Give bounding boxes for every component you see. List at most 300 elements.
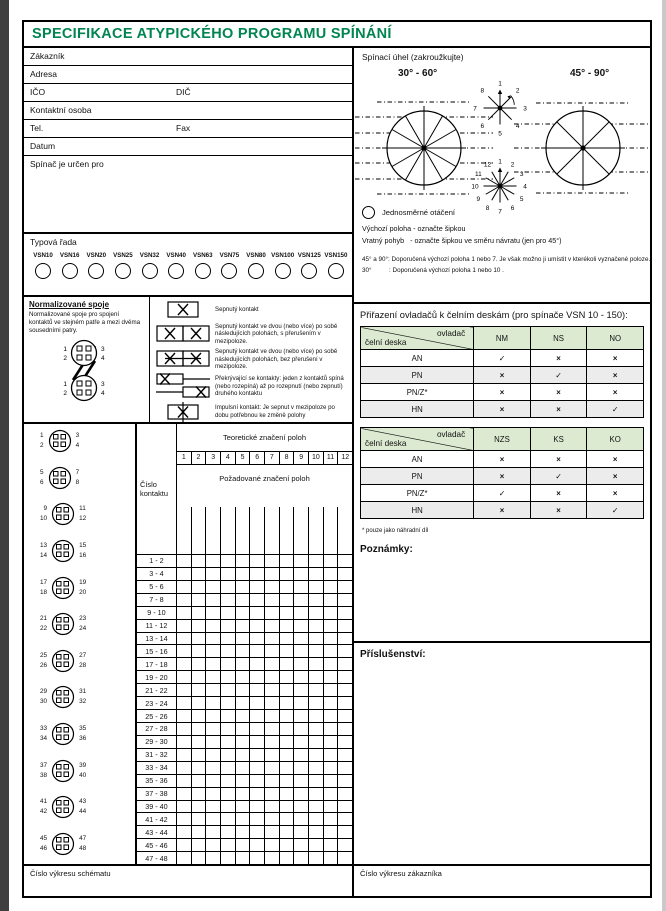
grid-cell[interactable] xyxy=(338,813,352,825)
grid-cell[interactable] xyxy=(324,581,339,593)
grid-cell[interactable] xyxy=(221,620,236,632)
drawing-number-customer-field[interactable] xyxy=(354,866,650,896)
grid-cell[interactable] xyxy=(221,710,236,722)
grid-cell[interactable] xyxy=(265,788,280,800)
grid-cell[interactable] xyxy=(309,839,324,851)
field-ico-dic[interactable] xyxy=(24,84,352,102)
grid-cell[interactable] xyxy=(280,788,295,800)
grid-cell[interactable] xyxy=(206,775,221,787)
grid-cell[interactable] xyxy=(265,568,280,580)
grid-cell[interactable] xyxy=(324,826,339,838)
grid-cell[interactable] xyxy=(338,710,352,722)
grid-cell[interactable] xyxy=(192,607,207,619)
grid-cell[interactable] xyxy=(338,826,352,838)
grid-cell[interactable] xyxy=(221,775,236,787)
grid-cell[interactable] xyxy=(177,684,192,696)
grid-cell[interactable] xyxy=(309,852,324,864)
grid-cell[interactable] xyxy=(221,723,236,735)
grid-cell[interactable] xyxy=(236,775,251,787)
grid-cell[interactable] xyxy=(280,555,295,567)
grid-cell[interactable] xyxy=(294,658,309,670)
grid-cell[interactable] xyxy=(294,826,309,838)
grid-cell[interactable] xyxy=(192,581,207,593)
grid-cell[interactable] xyxy=(206,839,221,851)
grid-cell[interactable] xyxy=(177,762,192,774)
grid-cell[interactable] xyxy=(236,645,251,657)
grid-cell[interactable] xyxy=(177,581,192,593)
grid-cell[interactable] xyxy=(338,749,352,761)
grid-cell[interactable] xyxy=(221,736,236,748)
grid-cell[interactable] xyxy=(309,710,324,722)
grid-cell[interactable] xyxy=(280,710,295,722)
type-circle[interactable] xyxy=(115,263,131,279)
type-circle[interactable] xyxy=(62,263,78,279)
grid-cell[interactable] xyxy=(265,594,280,606)
grid-cell[interactable] xyxy=(221,852,236,864)
grid-cell[interactable] xyxy=(192,736,207,748)
grid-cell[interactable] xyxy=(294,749,309,761)
grid-cell[interactable] xyxy=(324,568,339,580)
field-datum[interactable] xyxy=(24,138,352,156)
grid-blank-columns[interactable] xyxy=(177,507,352,554)
grid-cell[interactable] xyxy=(324,736,339,748)
grid-cell[interactable] xyxy=(280,813,295,825)
type-circle[interactable] xyxy=(195,263,211,279)
grid-cell[interactable] xyxy=(236,826,251,838)
grid-cell[interactable] xyxy=(265,697,280,709)
grid-cell[interactable] xyxy=(177,813,192,825)
grid-cell[interactable] xyxy=(177,620,192,632)
grid-cell[interactable] xyxy=(324,775,339,787)
grid-cell[interactable] xyxy=(265,607,280,619)
grid-cell[interactable] xyxy=(324,555,339,567)
grid-cell[interactable] xyxy=(236,852,251,864)
grid-cell[interactable] xyxy=(221,826,236,838)
type-circle[interactable] xyxy=(328,263,344,279)
grid-cell[interactable] xyxy=(236,749,251,761)
grid-cell[interactable] xyxy=(338,671,352,683)
grid-cell[interactable] xyxy=(192,762,207,774)
grid-cell[interactable] xyxy=(294,645,309,657)
grid-cell[interactable] xyxy=(265,775,280,787)
grid-cell[interactable] xyxy=(338,555,352,567)
grid-cell[interactable] xyxy=(177,749,192,761)
grid-cell[interactable] xyxy=(192,775,207,787)
grid-cell[interactable] xyxy=(338,568,352,580)
grid-blank-column[interactable] xyxy=(206,507,221,554)
grid-cell[interactable] xyxy=(177,852,192,864)
grid-cell[interactable] xyxy=(309,568,324,580)
grid-cell[interactable] xyxy=(236,839,251,851)
grid-cell[interactable] xyxy=(192,749,207,761)
grid-cell[interactable] xyxy=(309,555,324,567)
grid-cell[interactable] xyxy=(177,555,192,567)
grid-blank-column[interactable] xyxy=(177,507,192,554)
grid-cell[interactable] xyxy=(324,723,339,735)
grid-cell[interactable] xyxy=(192,684,207,696)
grid-blank-column[interactable] xyxy=(324,507,339,554)
grid-cell[interactable] xyxy=(280,801,295,813)
grid-cell[interactable] xyxy=(250,658,265,670)
unidirectional-circle-icon[interactable] xyxy=(362,206,375,219)
grid-cell[interactable] xyxy=(309,697,324,709)
grid-cell[interactable] xyxy=(265,813,280,825)
grid-cell[interactable] xyxy=(206,658,221,670)
grid-cell[interactable] xyxy=(192,594,207,606)
grid-cell[interactable] xyxy=(280,762,295,774)
type-option-vsn40[interactable] xyxy=(163,252,189,279)
grid-cell[interactable] xyxy=(265,801,280,813)
grid-cell[interactable] xyxy=(294,581,309,593)
grid-cell[interactable] xyxy=(250,594,265,606)
grid-cell[interactable] xyxy=(280,749,295,761)
grid-cell[interactable] xyxy=(250,852,265,864)
grid-cell[interactable] xyxy=(192,839,207,851)
grid-cell[interactable] xyxy=(221,555,236,567)
type-circle[interactable] xyxy=(248,263,264,279)
grid-blank-column[interactable] xyxy=(338,507,352,554)
grid-cell[interactable] xyxy=(206,684,221,696)
grid-cell[interactable] xyxy=(324,762,339,774)
grid-cell[interactable] xyxy=(324,620,339,632)
grid-cell[interactable] xyxy=(280,620,295,632)
grid-cell[interactable] xyxy=(236,620,251,632)
grid-cell[interactable] xyxy=(265,555,280,567)
type-option-vsn25[interactable] xyxy=(110,252,136,279)
grid-cell[interactable] xyxy=(338,852,352,864)
grid-cell[interactable] xyxy=(338,801,352,813)
grid-cell[interactable] xyxy=(338,658,352,670)
grid-cell[interactable] xyxy=(324,813,339,825)
drawing-number-schema-field[interactable] xyxy=(24,866,354,896)
grid-cell[interactable] xyxy=(294,633,309,645)
grid-cell[interactable] xyxy=(236,813,251,825)
grid-cell[interactable] xyxy=(177,568,192,580)
grid-cell[interactable] xyxy=(280,568,295,580)
grid-cell[interactable] xyxy=(236,671,251,683)
type-option-vsn75[interactable] xyxy=(216,252,242,279)
grid-cell[interactable] xyxy=(236,607,251,619)
type-circle[interactable] xyxy=(301,263,317,279)
grid-cell[interactable] xyxy=(221,581,236,593)
grid-cell[interactable] xyxy=(206,710,221,722)
grid-blank-column[interactable] xyxy=(280,507,295,554)
grid-cell[interactable] xyxy=(338,775,352,787)
grid-cell[interactable] xyxy=(294,568,309,580)
grid-cell[interactable] xyxy=(309,723,324,735)
grid-cell[interactable] xyxy=(309,658,324,670)
grid-cell[interactable] xyxy=(192,852,207,864)
grid-cell[interactable] xyxy=(221,568,236,580)
grid-cell[interactable] xyxy=(338,762,352,774)
grid-cell[interactable] xyxy=(250,736,265,748)
type-option-vsn16[interactable] xyxy=(57,252,83,279)
grid-cell[interactable] xyxy=(177,594,192,606)
grid-cell[interactable] xyxy=(236,697,251,709)
grid-cell[interactable] xyxy=(294,723,309,735)
grid-blank-column[interactable] xyxy=(265,507,280,554)
grid-blank-column[interactable] xyxy=(309,507,324,554)
grid-cell[interactable] xyxy=(280,645,295,657)
grid-cell[interactable] xyxy=(309,762,324,774)
grid-cell[interactable] xyxy=(236,736,251,748)
type-circle[interactable] xyxy=(88,263,104,279)
grid-cell[interactable] xyxy=(206,762,221,774)
grid-cell[interactable] xyxy=(280,852,295,864)
grid-cell[interactable] xyxy=(250,697,265,709)
grid-cell[interactable] xyxy=(294,684,309,696)
grid-cell[interactable] xyxy=(206,645,221,657)
grid-cell[interactable] xyxy=(338,620,352,632)
type-option-vsn32[interactable] xyxy=(137,252,163,279)
grid-cell[interactable] xyxy=(177,671,192,683)
grid-cell[interactable] xyxy=(338,697,352,709)
grid-cell[interactable] xyxy=(294,710,309,722)
grid-cell[interactable] xyxy=(192,658,207,670)
grid-cell[interactable] xyxy=(206,801,221,813)
grid-cell[interactable] xyxy=(221,813,236,825)
grid-cell[interactable] xyxy=(294,736,309,748)
grid-cell[interactable] xyxy=(250,801,265,813)
grid-cell[interactable] xyxy=(221,684,236,696)
grid-cell[interactable] xyxy=(294,775,309,787)
grid-cell[interactable] xyxy=(324,749,339,761)
grid-cell[interactable] xyxy=(206,852,221,864)
grid-cell[interactable] xyxy=(265,645,280,657)
grid-cell[interactable] xyxy=(265,658,280,670)
type-option-vsn150[interactable] xyxy=(323,252,349,279)
grid-cell[interactable] xyxy=(294,813,309,825)
grid-cell[interactable] xyxy=(177,697,192,709)
grid-cell[interactable] xyxy=(192,645,207,657)
grid-cell[interactable] xyxy=(177,710,192,722)
grid-cell[interactable] xyxy=(294,839,309,851)
grid-cell[interactable] xyxy=(280,633,295,645)
grid-cell[interactable] xyxy=(294,594,309,606)
grid-cell[interactable] xyxy=(265,852,280,864)
grid-cell[interactable] xyxy=(309,813,324,825)
grid-cell[interactable] xyxy=(309,594,324,606)
grid-cell[interactable] xyxy=(177,839,192,851)
grid-cell[interactable] xyxy=(324,658,339,670)
grid-cell[interactable] xyxy=(265,736,280,748)
grid-cell[interactable] xyxy=(309,645,324,657)
grid-cell[interactable] xyxy=(221,594,236,606)
grid-cell[interactable] xyxy=(324,710,339,722)
type-option-vsn100[interactable] xyxy=(270,252,296,279)
grid-cell[interactable] xyxy=(236,723,251,735)
grid-cell[interactable] xyxy=(309,749,324,761)
grid-cell[interactable] xyxy=(177,607,192,619)
grid-cell[interactable] xyxy=(177,736,192,748)
grid-cell[interactable] xyxy=(177,658,192,670)
grid-cell[interactable] xyxy=(250,762,265,774)
grid-cell[interactable] xyxy=(324,788,339,800)
grid-cell[interactable] xyxy=(206,813,221,825)
grid-cell[interactable] xyxy=(250,633,265,645)
grid-cell[interactable] xyxy=(221,607,236,619)
grid-cell[interactable] xyxy=(309,788,324,800)
field-kontaktni-osoba[interactable] xyxy=(24,102,352,120)
grid-cell[interactable] xyxy=(236,762,251,774)
grid-cell[interactable] xyxy=(206,723,221,735)
grid-cell[interactable] xyxy=(192,813,207,825)
grid-cell[interactable] xyxy=(324,684,339,696)
grid-cell[interactable] xyxy=(338,594,352,606)
grid-cell[interactable] xyxy=(338,736,352,748)
grid-cell[interactable] xyxy=(206,749,221,761)
grid-cell[interactable] xyxy=(338,723,352,735)
grid-cell[interactable] xyxy=(324,645,339,657)
grid-cell[interactable] xyxy=(192,826,207,838)
grid-cell[interactable] xyxy=(280,671,295,683)
field-tel-fax[interactable] xyxy=(24,120,352,138)
grid-cell[interactable] xyxy=(236,710,251,722)
grid-cell[interactable] xyxy=(265,684,280,696)
grid-blank-column[interactable] xyxy=(221,507,236,554)
field-adresa[interactable] xyxy=(24,66,352,84)
grid-cell[interactable] xyxy=(206,633,221,645)
grid-cell[interactable] xyxy=(177,723,192,735)
grid-cell[interactable] xyxy=(338,633,352,645)
grid-cell[interactable] xyxy=(280,839,295,851)
grid-cell[interactable] xyxy=(324,852,339,864)
grid-cell[interactable] xyxy=(324,801,339,813)
grid-cell[interactable] xyxy=(250,723,265,735)
grid-cell[interactable] xyxy=(324,607,339,619)
grid-cell[interactable] xyxy=(338,581,352,593)
grid-cell[interactable] xyxy=(221,697,236,709)
grid-cell[interactable] xyxy=(177,826,192,838)
accessories-section[interactable] xyxy=(354,643,650,864)
grid-cell[interactable] xyxy=(236,594,251,606)
grid-cell[interactable] xyxy=(309,826,324,838)
grid-cell[interactable] xyxy=(280,775,295,787)
grid-cell[interactable] xyxy=(265,633,280,645)
grid-cell[interactable] xyxy=(265,723,280,735)
grid-cell[interactable] xyxy=(250,839,265,851)
grid-cell[interactable] xyxy=(206,697,221,709)
grid-cell[interactable] xyxy=(338,684,352,696)
grid-cell[interactable] xyxy=(250,684,265,696)
grid-cell[interactable] xyxy=(338,645,352,657)
grid-cell[interactable] xyxy=(221,633,236,645)
grid-cell[interactable] xyxy=(324,697,339,709)
field-urcen-pro[interactable] xyxy=(24,156,352,232)
grid-cell[interactable] xyxy=(265,620,280,632)
grid-cell[interactable] xyxy=(309,801,324,813)
grid-cell[interactable] xyxy=(309,620,324,632)
grid-cell[interactable] xyxy=(250,645,265,657)
grid-cell[interactable] xyxy=(192,697,207,709)
grid-cell[interactable] xyxy=(280,594,295,606)
grid-cell[interactable] xyxy=(221,801,236,813)
grid-cell[interactable] xyxy=(192,620,207,632)
grid-cell[interactable] xyxy=(265,710,280,722)
grid-cell[interactable] xyxy=(206,581,221,593)
grid-cell[interactable] xyxy=(221,762,236,774)
grid-cell[interactable] xyxy=(206,671,221,683)
unidirectional-option[interactable] xyxy=(362,206,455,219)
grid-cell[interactable] xyxy=(309,671,324,683)
grid-cell[interactable] xyxy=(192,555,207,567)
grid-cell[interactable] xyxy=(280,736,295,748)
grid-cell[interactable] xyxy=(250,775,265,787)
grid-cell[interactable] xyxy=(236,568,251,580)
grid-cell[interactable] xyxy=(280,581,295,593)
grid-cell[interactable] xyxy=(294,607,309,619)
grid-cell[interactable] xyxy=(192,788,207,800)
grid-cell[interactable] xyxy=(250,826,265,838)
grid-cell[interactable] xyxy=(177,788,192,800)
grid-blank-column[interactable] xyxy=(192,507,207,554)
grid-blank-column[interactable] xyxy=(294,507,309,554)
grid-cell[interactable] xyxy=(236,684,251,696)
grid-cell[interactable] xyxy=(309,684,324,696)
grid-cell[interactable] xyxy=(250,710,265,722)
grid-cell[interactable] xyxy=(206,826,221,838)
grid-cell[interactable] xyxy=(280,607,295,619)
grid-cell[interactable] xyxy=(206,568,221,580)
grid-blank-column[interactable] xyxy=(250,507,265,554)
type-circle[interactable] xyxy=(142,263,158,279)
grid-cell[interactable] xyxy=(338,839,352,851)
grid-cell[interactable] xyxy=(236,581,251,593)
grid-cell[interactable] xyxy=(250,620,265,632)
grid-cell[interactable] xyxy=(309,736,324,748)
grid-cell[interactable] xyxy=(206,594,221,606)
grid-cell[interactable] xyxy=(294,697,309,709)
grid-cell[interactable] xyxy=(236,801,251,813)
grid-cell[interactable] xyxy=(338,607,352,619)
grid-cell[interactable] xyxy=(177,633,192,645)
grid-cell[interactable] xyxy=(177,645,192,657)
grid-cell[interactable] xyxy=(192,671,207,683)
grid-cell[interactable] xyxy=(294,801,309,813)
type-circle[interactable] xyxy=(35,263,51,279)
grid-cell[interactable] xyxy=(206,788,221,800)
grid-cell[interactable] xyxy=(265,581,280,593)
grid-cell[interactable] xyxy=(294,555,309,567)
type-circle[interactable] xyxy=(275,263,291,279)
grid-cell[interactable] xyxy=(294,620,309,632)
grid-cell[interactable] xyxy=(265,749,280,761)
grid-cell[interactable] xyxy=(324,633,339,645)
grid-cell[interactable] xyxy=(338,788,352,800)
grid-cell[interactable] xyxy=(192,568,207,580)
grid-cell[interactable] xyxy=(324,594,339,606)
grid-cell[interactable] xyxy=(250,607,265,619)
grid-cell[interactable] xyxy=(221,658,236,670)
grid-blank-column[interactable] xyxy=(236,507,251,554)
grid-cell[interactable] xyxy=(221,645,236,657)
type-option-vsn125[interactable] xyxy=(296,252,322,279)
grid-cell[interactable] xyxy=(280,697,295,709)
grid-cell[interactable] xyxy=(236,555,251,567)
grid-cell[interactable] xyxy=(280,723,295,735)
grid-cell[interactable] xyxy=(250,568,265,580)
grid-cell[interactable] xyxy=(294,762,309,774)
grid-cell[interactable] xyxy=(192,710,207,722)
grid-cell[interactable] xyxy=(250,788,265,800)
type-option-vsn20[interactable] xyxy=(83,252,109,279)
grid-cell[interactable] xyxy=(206,607,221,619)
grid-cell[interactable] xyxy=(265,839,280,851)
field-zakaznik[interactable] xyxy=(24,48,352,66)
grid-cell[interactable] xyxy=(265,762,280,774)
grid-cell[interactable] xyxy=(250,581,265,593)
grid-cell[interactable] xyxy=(250,555,265,567)
